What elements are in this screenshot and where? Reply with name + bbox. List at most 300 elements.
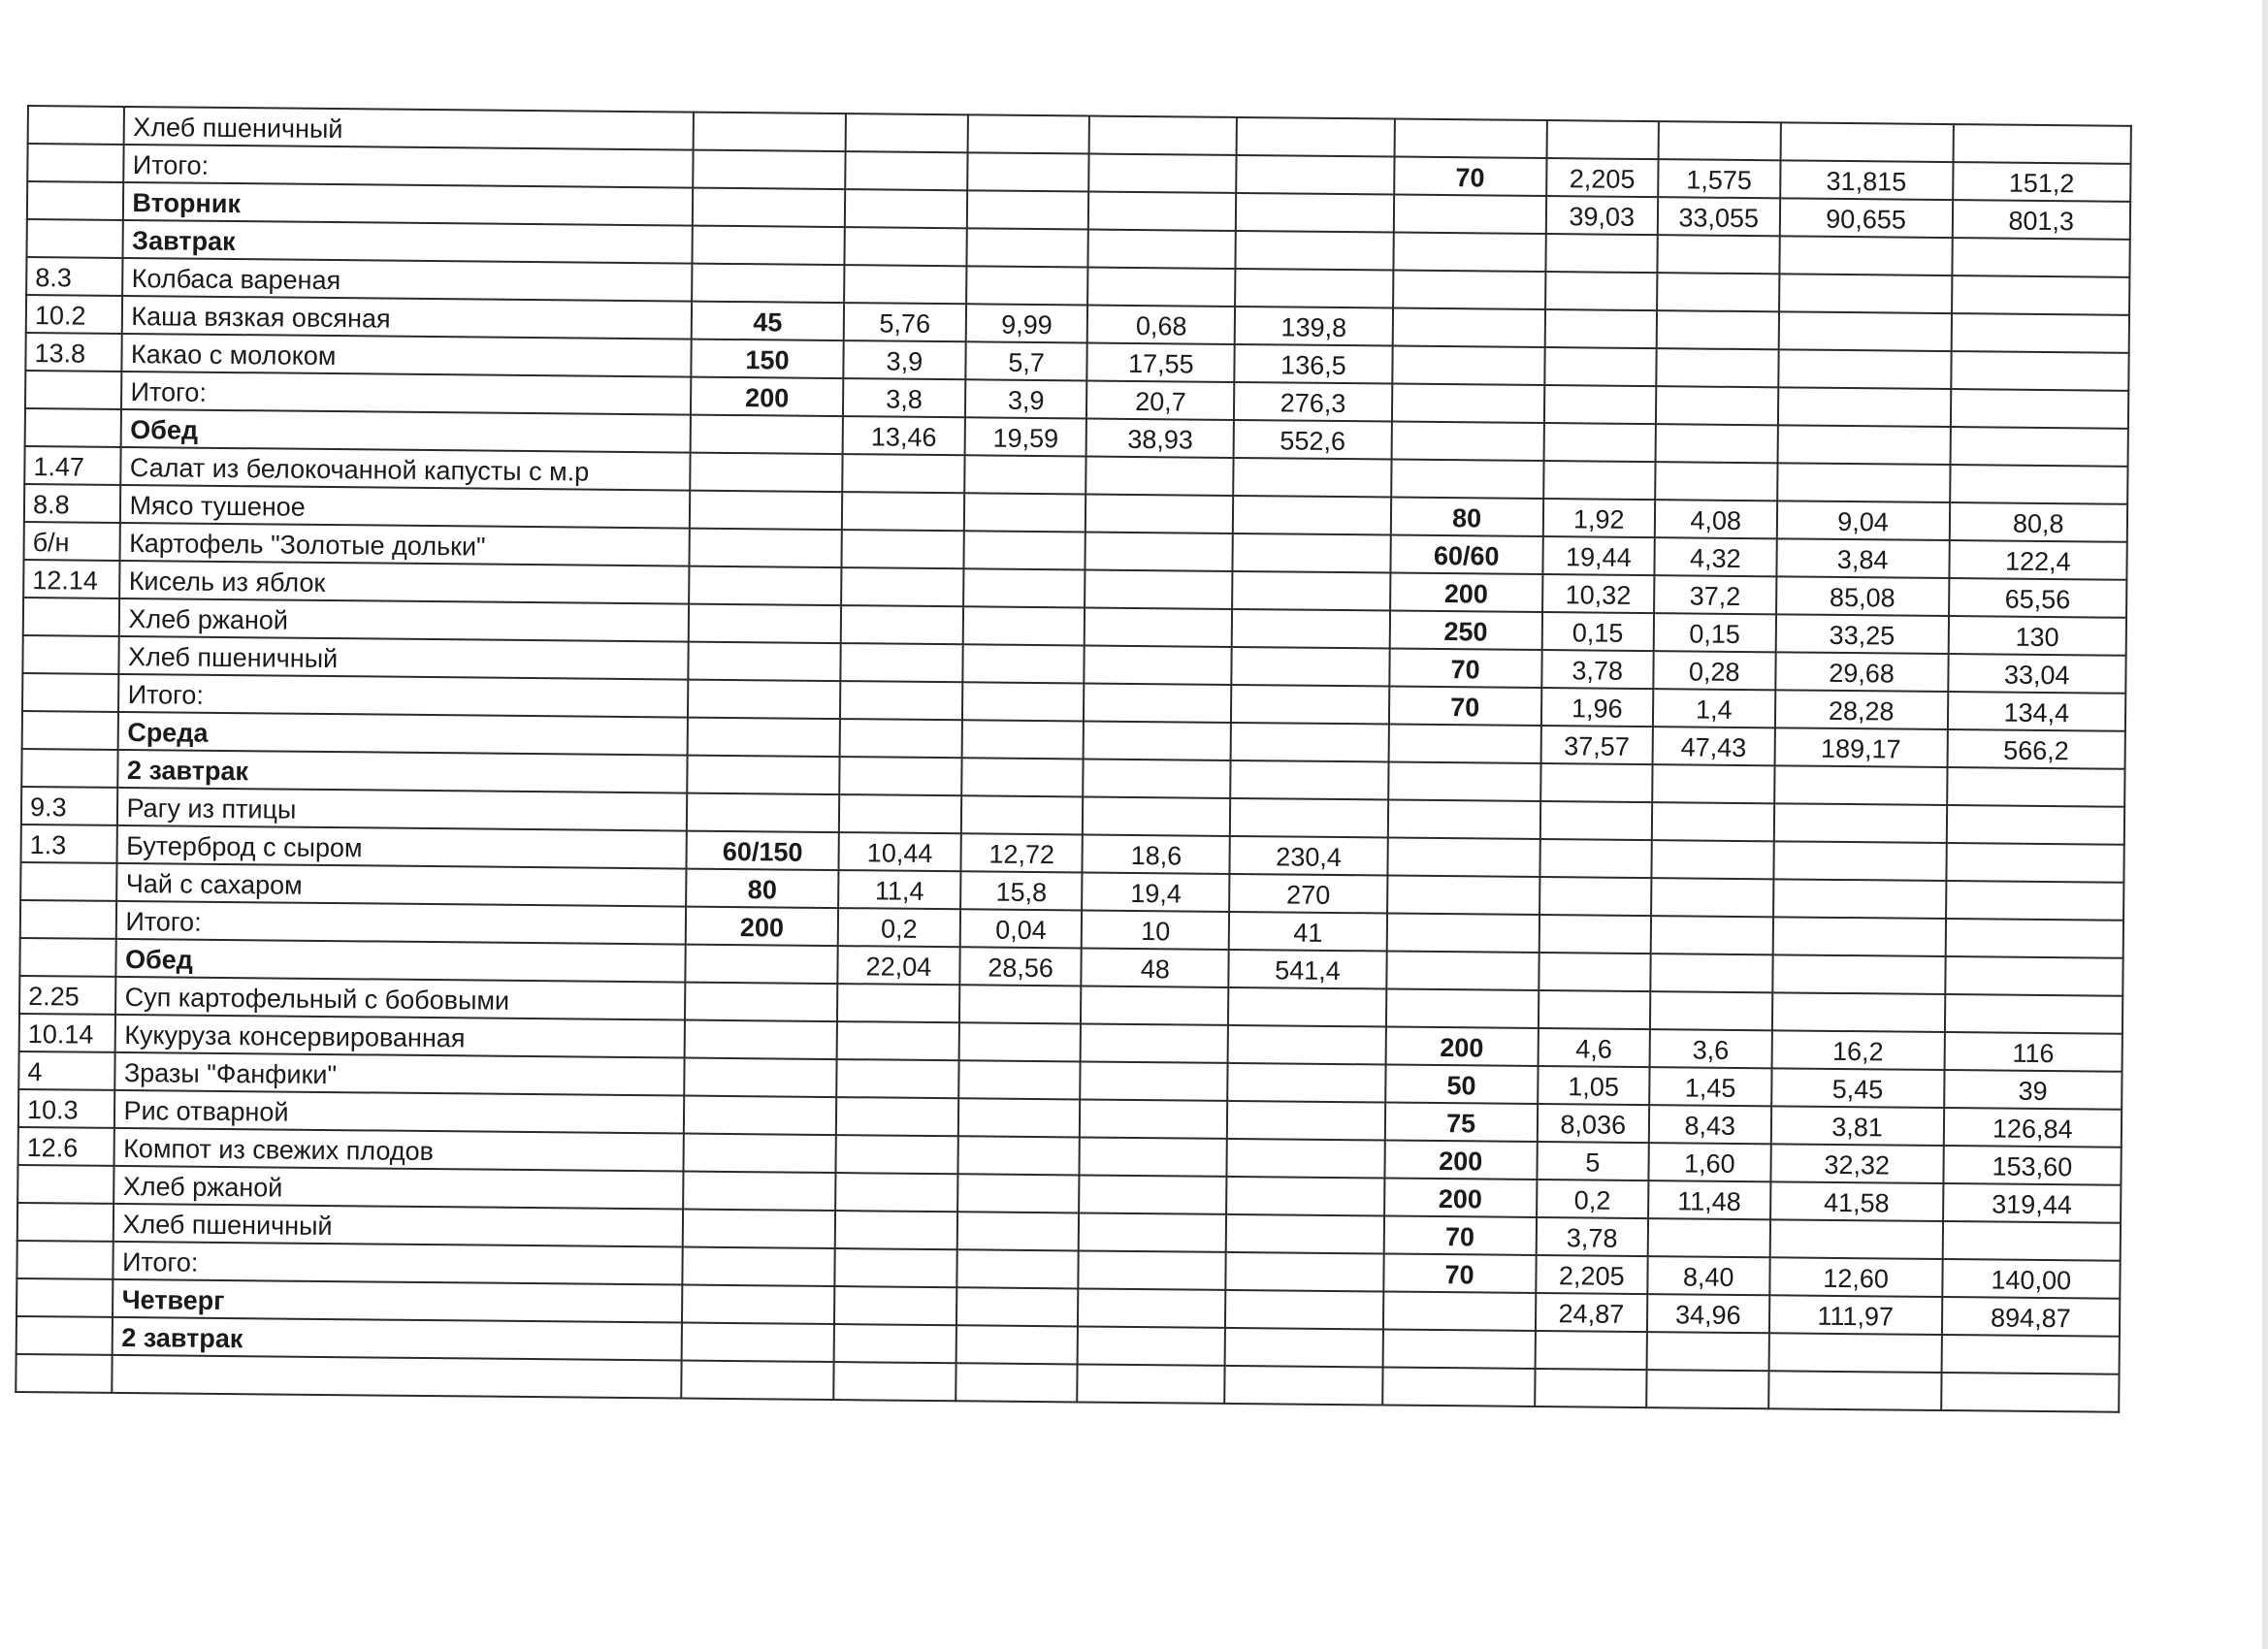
nutrient-cell: 151,2 [1953, 162, 2131, 202]
portion-cell: 200 [1390, 573, 1542, 613]
nutrient-cell [837, 984, 959, 1022]
nutrient-cell: 4,6 [1538, 1028, 1650, 1067]
nutrient-cell: 22,04 [837, 946, 959, 985]
nutrient-cell [844, 265, 966, 304]
nutrient-cell [1646, 1332, 1768, 1371]
nutrient-cell [1226, 1177, 1384, 1216]
nutrient-cell [1232, 571, 1390, 611]
nutrient-cell [1539, 877, 1652, 916]
portion-cell [1387, 875, 1539, 915]
nutrient-cell [964, 455, 1086, 494]
nutrient-cell: 34,96 [1647, 1294, 1769, 1333]
nutrient-cell [1084, 721, 1231, 760]
nutrient-cell [1777, 387, 1950, 427]
nutrient-cell: 0,2 [1537, 1180, 1649, 1218]
nutrient-cell: 5,76 [844, 303, 966, 341]
nutrient-cell [1227, 1063, 1385, 1103]
nutrient-cell [1779, 236, 1952, 275]
dish-name-cell: 2 завтрак [113, 1317, 682, 1361]
nutrient-cell: 37,2 [1654, 575, 1776, 614]
nutrient-cell [1233, 458, 1391, 498]
nutrient-cell: 5 [1537, 1142, 1649, 1180]
nutrient-cell [967, 190, 1089, 229]
nutrient-cell: 3,84 [1776, 538, 1949, 578]
nutrient-cell [1945, 919, 2123, 958]
nutrient-cell [1085, 569, 1232, 608]
nutrient-cell [1656, 386, 1778, 425]
nutrient-cell: 1,60 [1648, 1143, 1770, 1181]
nutrient-cell [1657, 273, 1779, 311]
nutrient-cell: 33,25 [1775, 614, 1948, 654]
nutrient-cell [1084, 683, 1231, 722]
portion-cell [687, 793, 839, 833]
nutrient-cell [1089, 154, 1237, 193]
nutrient-cell: 3,81 [1770, 1106, 1943, 1146]
nutrient-cell [1544, 385, 1657, 424]
nutrient-cell: 39,03 [1545, 196, 1658, 235]
portion-cell [687, 756, 839, 795]
nutrient-cell: 136,5 [1235, 344, 1393, 384]
nutrient-cell [1941, 1373, 2120, 1412]
portion-cell [684, 1096, 836, 1136]
recipe-code-cell: 13.8 [25, 333, 122, 372]
nutrient-cell [845, 189, 967, 228]
nutrient-cell [1942, 1221, 2121, 1261]
nutrient-cell [1946, 843, 2124, 883]
nutrient-cell [1225, 1290, 1383, 1330]
nutrient-cell [1947, 767, 2125, 807]
nutrient-cell: 28,56 [959, 947, 1082, 986]
recipe-code-cell [20, 900, 117, 939]
recipe-code-cell [27, 144, 124, 182]
nutrient-cell: 566,2 [1947, 729, 2125, 769]
nutrient-cell: 19,59 [964, 417, 1086, 456]
recipe-code-cell: б/н [23, 522, 120, 561]
nutrient-cell: 1,92 [1543, 499, 1656, 537]
portion-cell [1388, 762, 1540, 802]
nutrient-cell [1232, 647, 1390, 687]
portion-cell [682, 1285, 834, 1325]
nutrient-cell [1953, 124, 2131, 164]
dish-name-cell: Хлеб ржаной [119, 598, 689, 642]
nutrient-cell: 15,8 [960, 871, 1083, 910]
dish-name-cell: Мясо тушеное [120, 485, 690, 529]
nutrient-cell: 47,43 [1652, 727, 1774, 765]
nutrient-cell [1236, 155, 1394, 195]
portion-cell [1393, 271, 1545, 310]
nutrient-cell: 16,2 [1771, 1030, 1944, 1070]
nutrient-cell [1080, 1175, 1227, 1213]
nutrient-cell: 130 [1948, 616, 2126, 656]
nutrient-cell [1231, 723, 1389, 762]
recipe-code-cell: 10.2 [26, 295, 123, 334]
nutrient-cell [1543, 423, 1656, 462]
nutrient-cell: 19,4 [1083, 872, 1230, 911]
nutrient-cell [964, 493, 1086, 532]
nutrient-cell: 0,2 [838, 908, 960, 947]
nutrient-cell [962, 606, 1085, 645]
nutrient-cell: 65,56 [1949, 578, 2127, 618]
nutrient-cell [1089, 116, 1237, 155]
nutrient-cell [1651, 916, 1773, 954]
nutrient-cell [845, 227, 967, 266]
nutrient-cell [1540, 801, 1653, 840]
portion-cell: 80 [1390, 498, 1542, 537]
portion-cell [1392, 346, 1544, 386]
nutrient-cell [835, 1211, 957, 1249]
dish-name-cell: Итого: [124, 145, 694, 188]
nutrient-cell [840, 643, 962, 682]
dish-name-cell: Хлеб ржаной [114, 1166, 684, 1210]
recipe-code-cell [22, 635, 119, 674]
nutrient-cell: 552,6 [1234, 420, 1392, 460]
recipe-code-cell: 8.3 [26, 257, 123, 296]
nutrient-cell: 3,78 [1536, 1217, 1648, 1256]
dish-name-cell: Суп картофельный с бобовыми [115, 977, 685, 1020]
nutrient-cell: 3,9 [965, 379, 1087, 418]
nutrient-cell [1085, 607, 1232, 646]
nutrient-cell [963, 568, 1085, 607]
dish-name-cell: Хлеб пшеничный [113, 1204, 683, 1247]
nutrient-cell [842, 530, 964, 568]
nutrient-cell [842, 454, 964, 493]
nutrient-cell [1773, 879, 1946, 919]
nutrient-cell [1950, 465, 2128, 504]
portion-cell [1383, 1291, 1536, 1331]
dish-name-cell: Обед [116, 939, 686, 983]
nutrient-cell [958, 1022, 1081, 1061]
nutrient-cell [967, 114, 1089, 153]
portion-cell [691, 415, 843, 455]
dish-name-cell: Зразы "Фанфики" [115, 1052, 685, 1096]
portion-cell: 45 [692, 302, 844, 341]
nutrient-cell [956, 1212, 1079, 1250]
nutrient-cell [1236, 231, 1394, 271]
nutrient-cell [1945, 994, 2123, 1034]
portion-cell: 200 [1385, 1026, 1538, 1066]
portion-cell [683, 1210, 835, 1249]
nutrient-cell [1769, 1219, 1942, 1259]
nutrient-cell [1086, 456, 1234, 495]
portion-cell [1391, 460, 1543, 500]
nutrient-cell: 276,3 [1234, 382, 1392, 422]
nutrient-cell [1951, 389, 2129, 429]
nutrient-cell [967, 152, 1089, 191]
nutrient-cell: 1,05 [1538, 1066, 1650, 1105]
portion-cell: 60/150 [686, 831, 838, 871]
recipe-code-cell [16, 1278, 113, 1317]
portion-cell: 80 [686, 869, 838, 909]
nutrient-cell [1088, 230, 1236, 269]
nutrient-cell [1768, 1371, 1941, 1410]
portion-cell [689, 529, 841, 568]
dish-name-cell [113, 1355, 682, 1399]
nutrient-cell: 139,8 [1235, 307, 1393, 346]
nutrient-cell: 0,04 [959, 909, 1082, 948]
nutrient-cell [839, 757, 961, 795]
nutrient-cell [1658, 121, 1780, 160]
nutrient-cell [1772, 954, 1945, 994]
recipe-code-cell: 4 [18, 1051, 115, 1090]
menu-sheet [15, 105, 2132, 1464]
menu-table [15, 105, 2132, 1413]
recipe-code-cell [21, 749, 118, 788]
nutrient-cell: 5,7 [965, 341, 1087, 380]
nutrient-cell: 1,4 [1653, 689, 1775, 728]
dish-name-cell: Итого: [118, 674, 688, 718]
portion-cell: 50 [1385, 1064, 1538, 1104]
recipe-code-cell: 2.25 [19, 976, 116, 1015]
nutrient-cell [1535, 1369, 1647, 1407]
nutrient-cell [1085, 532, 1233, 570]
nutrient-cell [839, 794, 961, 833]
nutrient-cell: 270 [1229, 874, 1387, 914]
dish-name-cell: Бутерброд с сыром [117, 825, 687, 869]
nutrient-cell [1774, 765, 1947, 805]
nutrient-cell [1084, 759, 1231, 797]
dish-name-cell: Каша вязкая овсяная [122, 296, 692, 340]
recipe-code-cell [19, 938, 116, 977]
nutrient-cell: 48 [1082, 948, 1229, 986]
dish-name-cell: Четверг [113, 1279, 682, 1323]
nutrient-cell [961, 795, 1084, 834]
menu-table-body [16, 106, 2131, 1412]
nutrient-cell [1778, 349, 1951, 389]
recipe-code-cell [27, 181, 124, 220]
portion-cell [689, 566, 841, 606]
portion-cell [1392, 308, 1544, 348]
nutrient-cell: 140,00 [1942, 1259, 2121, 1299]
nutrient-cell [841, 605, 963, 644]
nutrient-cell [1230, 798, 1388, 838]
nutrient-cell [840, 719, 962, 758]
nutrient-cell: 3,9 [843, 340, 965, 379]
nutrient-cell [1539, 953, 1651, 991]
nutrient-cell: 18,6 [1083, 834, 1230, 873]
nutrient-cell [1236, 193, 1394, 233]
dish-name-cell: Какао с молоком [122, 334, 692, 377]
recipe-code-cell [28, 106, 125, 145]
portion-cell [684, 1058, 836, 1098]
portion-cell: 70 [1389, 649, 1541, 689]
nutrient-cell [963, 531, 1085, 569]
nutrient-cell [1232, 609, 1390, 649]
nutrient-cell [834, 1324, 956, 1363]
recipe-code-cell [26, 219, 123, 258]
nutrient-cell: 126,84 [1943, 1108, 2122, 1148]
recipe-code-cell: 10.14 [19, 1014, 116, 1052]
nutrient-cell [1540, 763, 1653, 802]
nutrient-cell [1657, 310, 1779, 349]
dish-name-cell: 2 завтрак [118, 750, 688, 793]
nutrient-cell: 541,4 [1229, 950, 1387, 989]
nutrient-cell: 28,28 [1774, 690, 1947, 729]
portion-cell: 200 [686, 907, 838, 947]
recipe-code-cell: 12.14 [23, 560, 120, 598]
nutrient-cell [1952, 238, 2130, 277]
portion-cell: 200 [691, 377, 843, 417]
portion-cell [692, 226, 844, 266]
portion-cell [1386, 988, 1539, 1028]
nutrient-cell: 90,655 [1779, 198, 1952, 238]
nutrient-cell: 9,04 [1776, 501, 1949, 540]
nutrient-cell [1233, 534, 1391, 573]
portion-cell: 75 [1384, 1102, 1537, 1142]
nutrient-cell: 801,3 [1952, 200, 2130, 240]
nutrient-cell [1225, 1328, 1383, 1368]
recipe-code-cell [22, 711, 119, 750]
nutrient-cell: 19,44 [1542, 536, 1655, 575]
nutrient-cell: 2,205 [1536, 1255, 1648, 1294]
portion-cell [688, 680, 840, 720]
nutrient-cell: 10 [1082, 910, 1229, 949]
portion-cell [690, 491, 842, 531]
nutrient-cell [1230, 760, 1388, 800]
nutrient-cell [1539, 990, 1651, 1029]
nutrient-cell [1656, 348, 1778, 387]
nutrient-cell [956, 1325, 1078, 1364]
portion-cell [1394, 119, 1546, 159]
nutrient-cell [961, 720, 1084, 759]
nutrient-cell [1951, 313, 2129, 353]
nutrient-cell [836, 1135, 958, 1174]
nutrient-cell [1951, 351, 2129, 391]
nutrient-cell: 230,4 [1230, 836, 1388, 876]
portion-cell: 250 [1389, 611, 1541, 651]
nutrient-cell [840, 681, 962, 720]
nutrient-cell: 37,57 [1540, 726, 1653, 764]
nutrient-cell [1080, 1137, 1227, 1176]
recipe-code-cell: 8.8 [24, 484, 121, 523]
portion-cell [692, 264, 844, 304]
nutrient-cell: 0,68 [1087, 306, 1235, 344]
nutrient-cell [1772, 992, 1945, 1032]
nutrient-cell [957, 1174, 1080, 1212]
nutrient-cell [1544, 309, 1657, 348]
recipe-code-cell: 1.47 [24, 446, 121, 485]
nutrient-cell [958, 1098, 1081, 1137]
recipe-code-cell: 1.3 [21, 824, 118, 863]
dish-name-cell: Хлеб пшеничный [124, 107, 694, 150]
nutrient-cell [1078, 1326, 1225, 1365]
portion-cell [682, 1323, 834, 1363]
portion-cell: 150 [691, 340, 843, 379]
nutrient-cell [1543, 461, 1656, 500]
recipe-code-cell [25, 371, 122, 409]
nutrient-cell: 31,815 [1780, 160, 1953, 200]
nutrient-cell [962, 644, 1085, 683]
dish-name-cell: Итого: [116, 901, 686, 945]
nutrient-cell [1650, 991, 1772, 1030]
portion-cell [1392, 384, 1544, 424]
nutrient-cell [1539, 915, 1651, 954]
nutrient-cell [845, 151, 967, 190]
portion-cell [1391, 422, 1543, 462]
portion-cell [681, 1361, 833, 1401]
nutrient-cell [962, 682, 1085, 721]
nutrient-cell [837, 1021, 959, 1060]
nutrient-cell [1237, 117, 1395, 157]
nutrient-cell: 3,8 [843, 378, 965, 417]
nutrient-cell [842, 492, 964, 531]
portion-cell [683, 1134, 835, 1174]
nutrient-cell: 122,4 [1949, 540, 2127, 580]
nutrient-cell: 0,15 [1541, 612, 1654, 651]
nutrient-cell [1950, 427, 2128, 467]
recipe-code-cell [22, 673, 119, 712]
nutrient-cell [1081, 986, 1228, 1024]
portion-cell [693, 188, 845, 228]
nutrient-cell [956, 1287, 1079, 1326]
nutrient-cell [1535, 1331, 1647, 1370]
nutrient-cell [1544, 347, 1657, 386]
nutrient-cell: 29,68 [1775, 652, 1948, 692]
nutrient-cell [959, 985, 1082, 1023]
portion-cell: 70 [1383, 1215, 1536, 1255]
nutrient-cell: 3,78 [1541, 650, 1654, 689]
nutrient-cell [1773, 841, 1946, 881]
nutrient-cell [1539, 839, 1652, 878]
nutrient-cell [1650, 954, 1772, 992]
nutrient-cell: 33,04 [1948, 654, 2126, 694]
nutrient-cell [841, 567, 963, 606]
nutrient-cell: 8,40 [1647, 1256, 1769, 1295]
recipe-code-cell [16, 1316, 113, 1355]
nutrient-cell [1083, 796, 1230, 835]
portion-cell [1393, 195, 1545, 235]
dish-name-cell: Рис отварной [114, 1090, 684, 1134]
nutrient-cell: 12,72 [960, 833, 1083, 872]
recipe-code-cell [20, 862, 117, 901]
portion-cell [1393, 233, 1545, 273]
nutrient-cell [1226, 1214, 1384, 1254]
nutrient-cell [1778, 311, 1951, 351]
recipe-code-cell [16, 1241, 113, 1279]
recipe-code-cell: 10.3 [18, 1089, 115, 1128]
portion-cell [693, 150, 845, 190]
portion-cell: 70 [1383, 1253, 1536, 1293]
nutrient-cell [1651, 840, 1773, 879]
nutrient-cell [1945, 956, 2123, 996]
dish-name-cell: Кисель из яблок [120, 561, 690, 604]
dish-name-cell: Колбаса вареная [123, 258, 693, 302]
recipe-code-cell [25, 408, 122, 447]
nutrient-cell [1652, 802, 1774, 841]
nutrient-cell [966, 228, 1088, 267]
nutrient-cell: 12,60 [1769, 1257, 1942, 1297]
portion-cell [685, 983, 837, 1022]
nutrient-cell [1777, 463, 1950, 502]
nutrient-cell [958, 1060, 1081, 1099]
nutrient-cell [1235, 269, 1393, 308]
nutrient-cell: 11,4 [838, 870, 960, 909]
dish-name-cell: Чай с сахаром [117, 863, 687, 907]
nutrient-cell: 111,97 [1769, 1295, 1942, 1335]
nutrient-cell [1080, 1099, 1227, 1138]
nutrient-cell: 116 [1944, 1032, 2122, 1072]
nutrient-cell [1773, 803, 1946, 843]
nutrient-cell [1779, 274, 1952, 313]
nutrient-cell: 10,32 [1542, 574, 1655, 613]
portion-cell: 70 [1389, 687, 1541, 727]
portion-cell [683, 1172, 835, 1212]
portion-cell [1386, 913, 1539, 953]
nutrient-cell [836, 1097, 958, 1136]
portion-cell: 200 [1384, 1178, 1537, 1217]
dish-name-cell: Среда [118, 712, 688, 756]
nutrient-cell: 10,44 [839, 832, 961, 871]
nutrient-cell [1081, 1023, 1228, 1062]
